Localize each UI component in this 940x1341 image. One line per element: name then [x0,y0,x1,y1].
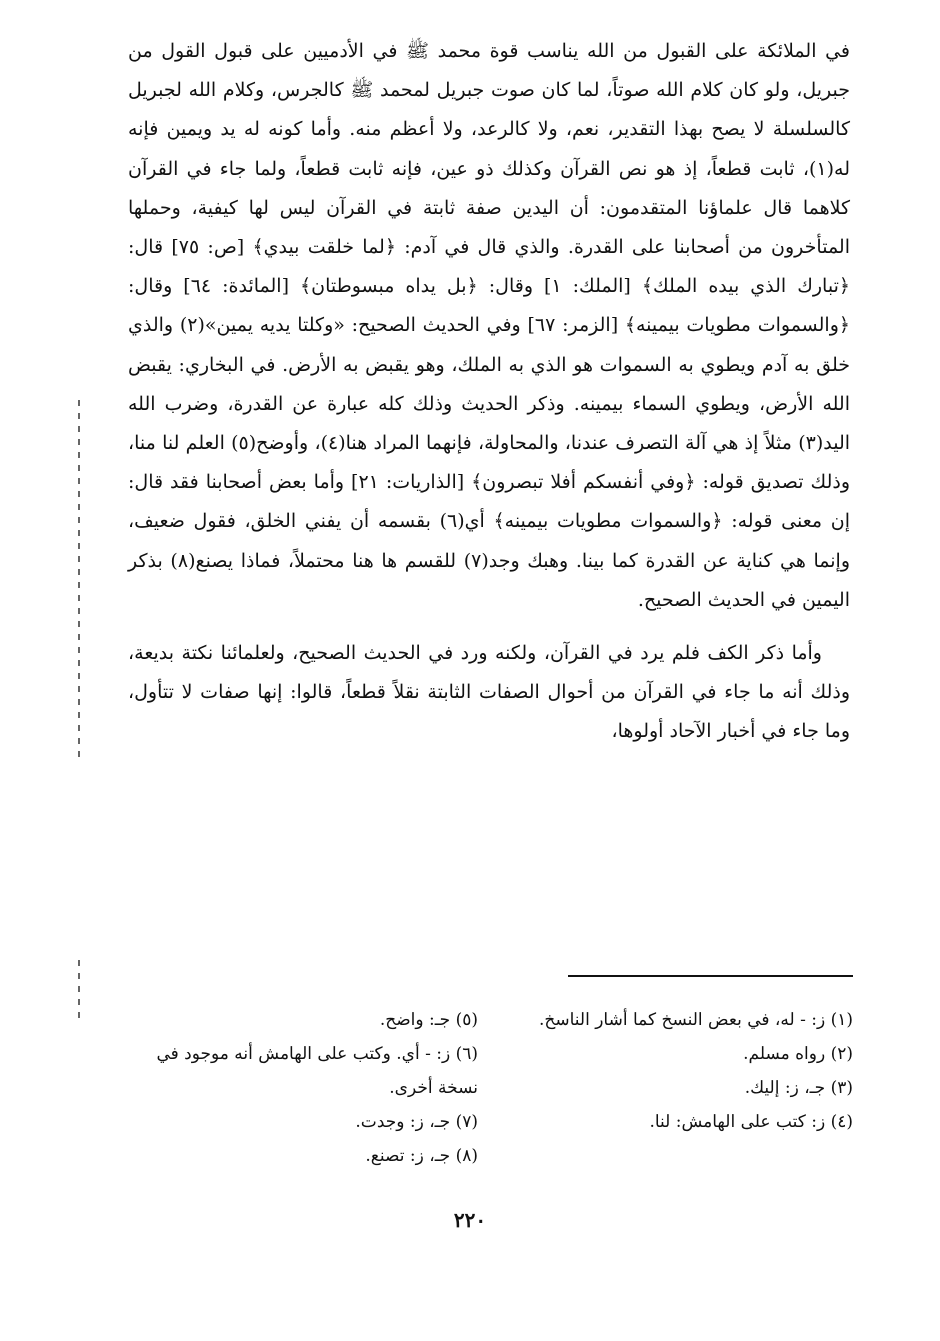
footnotes-right-column [503,1003,853,1139]
footnote-8: (٨) جـ، ز: تصنع. [365,1146,478,1166]
scan-edge-mark [78,400,80,760]
footnote-6: (٦) ز: - أي. وكتب على الهامش أنه موجود في نسخة أخرى. [156,1044,478,1098]
footnotes-left-column [128,1003,478,1173]
second-paragraph: وأما ذكر الكف فلم يرد في القرآن، ولكنه ورد في الحديث الصحيح، ولعلمائنا نكتة بديعة، وذلك أنه ما جاء في القرآن من أحوال الصفات الثابتة نقلاً قطعاً، قالوا: إنها صفات لا تتأول، وما جاء في أخبار الآحاد أولوها، [128,642,850,743]
main-paragraph: في الملائكة على القبول من الله يناسب قوة محمد ﷺ في الأدميين على قبول القول من جبريل، ولو كان كلام الله صوتاً، لما كان صوت جبريل لمحمد ﷺ كالجرس، وكلام الله لجبريل كالسلسلة لا يصح بهذا التقدير، نعم، ولا كالرعد، ولا أعظم منه. وأما كونه له يد ويمين فإنه له(١)، ثابت قطعاً، إذ هو نص القرآن وكذلك ذو عين، فإنه ثابت قطعاً، ولما جاء في القرآن كلاهما قال علماؤنا المتقدمون: أن اليدين صفة ثابتة في القرآن ليس لها كيفية، وحملها المتأخرون من أصحابنا على القدرة. والذي قال في آدم: ﴿لما خلقت بيدي﴾ [ص: ٧٥] قال: ﴿تبارك الذي بيده الملك﴾ [الملك: ١] وقال: ﴿بل يداه مبسوطتان﴾ [المائدة: ٦٤] وقال: ﴿والسموات مطويات بيمينه﴾ [الزمر: ٦٧] وفي الحديث الصحيح: «وكلتا يديه يمين»(٢) والذي خلق به آدم ويطوي به السموات هو الذي به الملك، وهو يقبض به الأرض. في البخاري: يقبض الله الأرض، ويطوي السماء بيمينه. وذكر الحديث وذلك كله عبارة عن القدرة، وضرب الله اليد(٣) مثلاً إذ هي آلة التصرف عندنا، والمحاولة، فإنهما المراد هنا(٤)، وأوضح(٥) العلم لنا منا، وذلك تصديق قوله: ﴿وفي أنفسكم أفلا تبصرون﴾ [الذاريات: ٢١] وأما بعض أصحابنا فقد قال: إن معنى قوله: ﴿والسموات مطويات بيمينه﴾ أي(٦) بقسمه أن يفني الخلق، فقول ضعيف، وإنما هي كناية عن القدرة كما بينا. وهبك وجد(٧) للقسم ها هنا محتملاً، فماذا يصنع(٨) بذكر اليمين في الحديث الصحيح. [128,40,851,611]
page-body [128,32,850,752]
footnote-3: (٣) جـ، ز: إليك. [744,1078,853,1098]
footnote-5: (٥) جـ: واضح. [379,1010,478,1030]
footnote-2: (٢) رواه مسلم. [743,1044,853,1064]
footnote-4: (٤) ز: كتب على الهامش: لنا. [649,1112,853,1132]
scan-edge-mark-lower [78,960,80,1020]
footnote-7: (٧) جـ، ز: وجدت. [355,1112,478,1132]
footnote-1: (١) ز: - له، في بعض النسخ كما أشار الناسخ. [538,1010,853,1030]
footnotes [128,1003,853,1173]
footnote-divider [568,975,853,977]
page-number: ٢٢٠ [453,1208,487,1232]
